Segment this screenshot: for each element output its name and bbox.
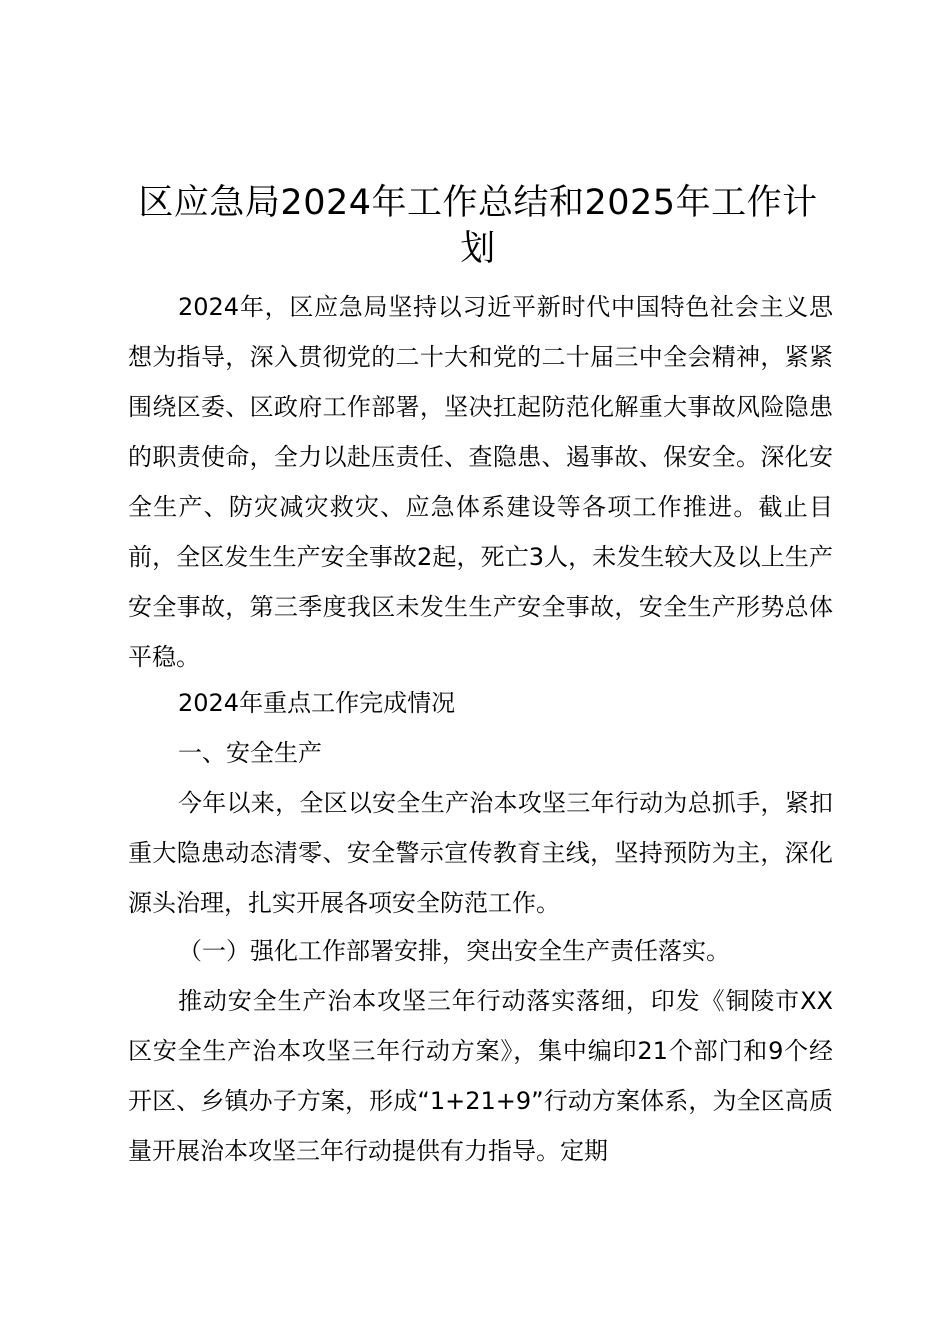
document-title: 区应急局2024年工作总结和2025年工作计划: [138, 183, 818, 269]
subsection-heading: 一、安全生产: [178, 739, 322, 767]
paragraph-overview: 今年以来，全区以安全生产治本攻坚三年行动为总抓手，紧扣重大隐患动态清零、安全警示宣传教育主线，坚持预防为主，深化源头治理，扎实开展各项安全防范工作。: [128, 789, 833, 917]
paragraph-detail: 推动安全生产治本攻坚三年行动落实落细，印发《铜陵市XX区安全生产治本攻坚三年行动方案》，集中编印21个部门和9个经开区、乡镇办子方案，形成“1+21+9”行动方案体系，为全区高质量开展治本攻坚三年行动提供有力指导。定期: [128, 987, 833, 1165]
section-heading: 2024年重点工作完成情况: [178, 689, 456, 717]
paragraph-summary: 2024年，区应急局坚持以习近平新时代中国特色社会主义思想为指导，深入贯彻党的二十大和党的二十届三中全会精神，紧紧围绕区委、区政府工作部署，坚决扛起防范化解重大事故风险隐患的职责使命，全力以赴压责任、查隐患、遏事故、保安全。深化安全生产、防灾减灾救灾、应急体系建设等各项工作推进。截止目前，全区发生生产安全事故2起，死亡3人，未发生较大及以上生产安全事故，第三季度我区未发生生产安全事故，安全生产形势总体平稳。: [128, 293, 833, 671]
item-heading: （一）强化工作部署安排，突出安全生产责任落实。: [178, 937, 730, 965]
